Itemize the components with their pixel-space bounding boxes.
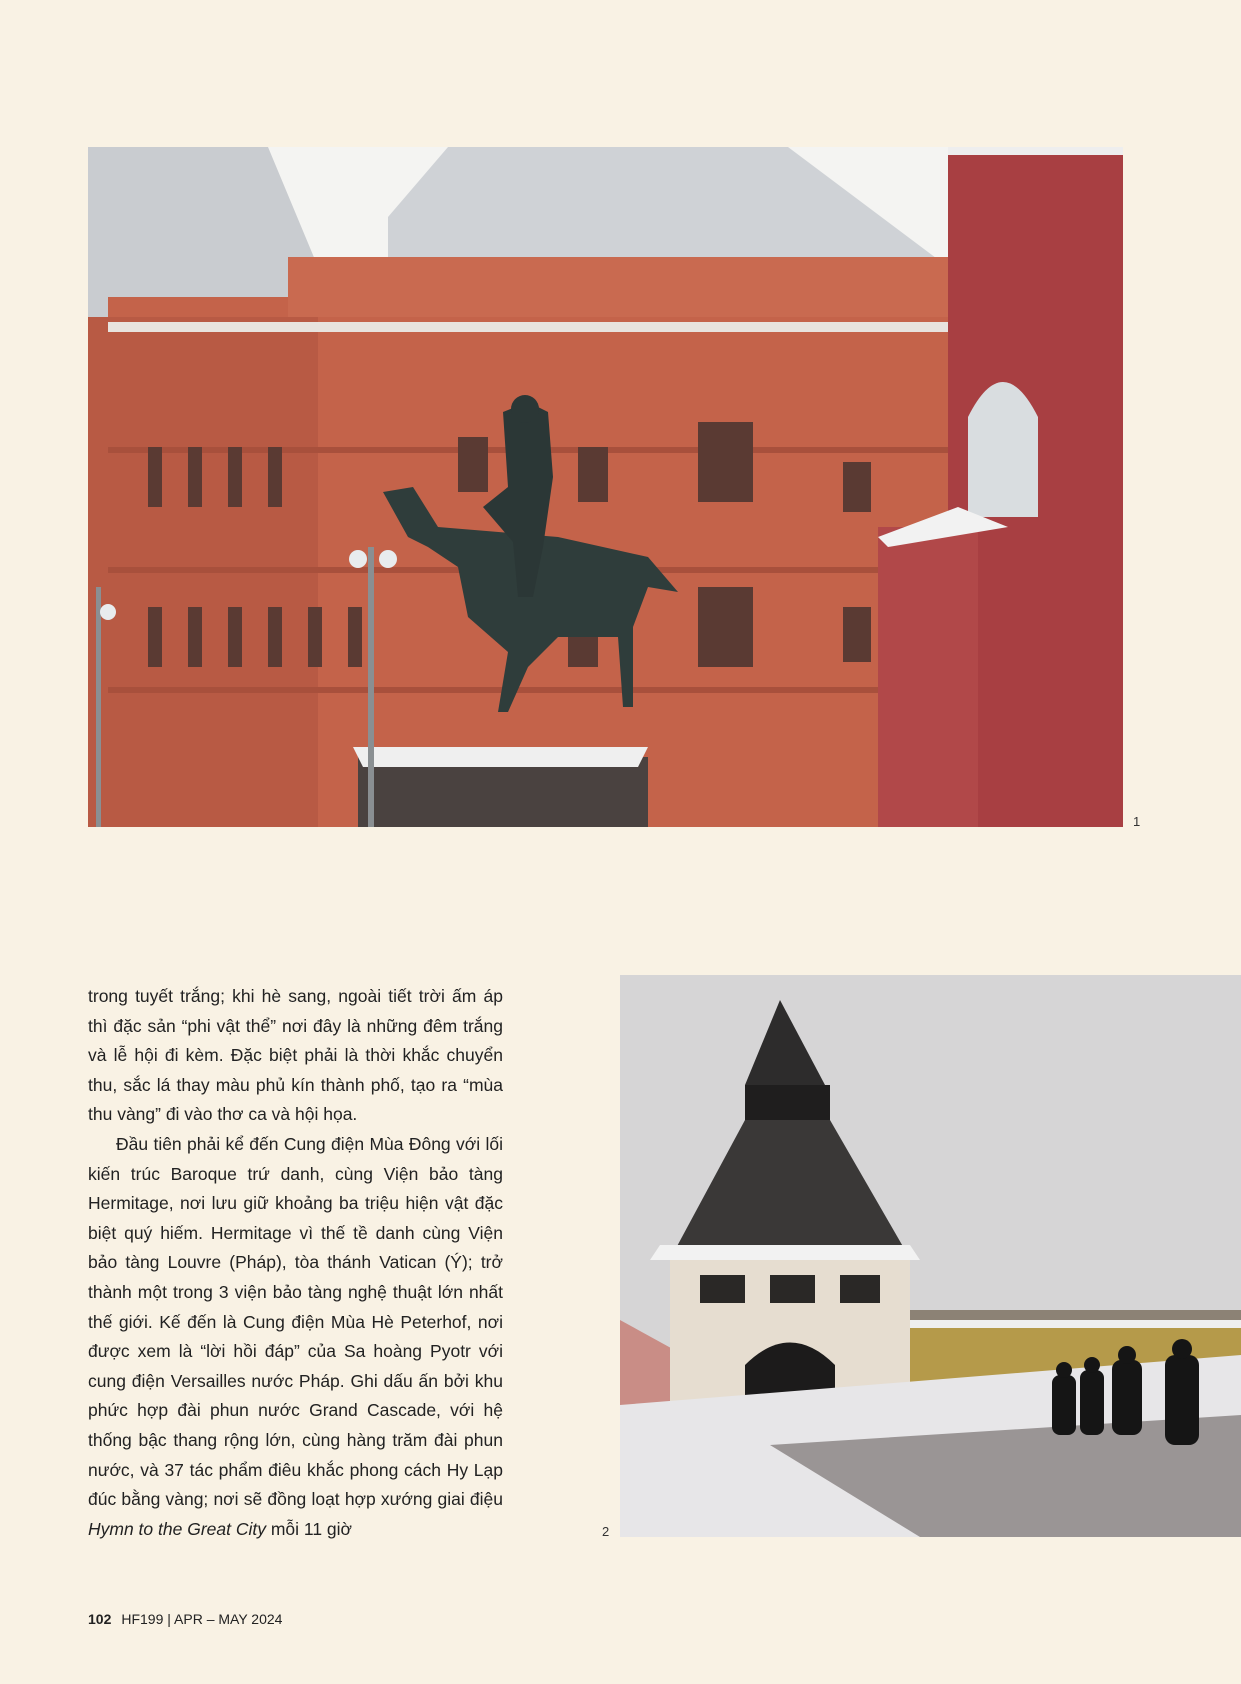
photo-1-number: 1 [1133,814,1141,829]
article-song-title: Hymn to the Great City [88,1518,266,1539]
issue-label: HF199 | APR – MAY 2024 [121,1611,283,1627]
photo-moscow-statue [88,147,1123,827]
article-paragraph-text: Đầu tiên phải kể đến Cung điện Mùa Đông với lối kiến trúc Baroque trứ danh, cùng Viện bảo tàng Hermitage, nơi lưu giữ khoảng ba triệu hiện vật đặc biệt quý hiếm. Hermitage vì thế tề danh cùng Viện bảo tàng Louvre (Pháp), tòa thánh Vatican (Ý); trở thành một trong 3 viện bảo tàng nghệ thuật lớn nhất thế giới. Kế đến là Cung điện Mùa Hè Peterhof, nơi được xem là “lời hồi đáp” của Sa hoàng Pyotr với cung điện Versailles nước Pháp. Ghi dấu ấn bởi khu phức hợp đài phun nước Grand Cascade, với hệ thống bậc thang rộng lớn, cùng hàng trăm đài phun nước, và 37 tác phẩm điêu khắc phong cách Hy Lạp đúc bằng vàng; nơi sẽ đồng loạt hợp xướng giai điệu [88,1133,503,1510]
article-paragraph: trong tuyết trắng; khi hè sang, ngoài tiết trời ấm áp thì đặc sản “phi vật thể” nơi đây là những đêm trắng và lễ hội đi kèm. Đặc biệt phải là thời khắc chuyển thu, sắc lá thay màu phủ kín thành phố, tạo ra “mùa thu vàng” đi vào thơ ca và hội họa. [88,986,503,1125]
photo-kremlin-tower-image [620,975,1241,1537]
page-number: 102 [88,1611,112,1627]
photo-2-number: 2 [602,1524,610,1539]
page-footer [88,1611,282,1627]
photo-moscow-statue-image [88,147,1123,827]
article-body [88,982,503,1544]
photo-kremlin-tower [620,975,1241,1537]
article-paragraph [88,1130,503,1544]
article-paragraph-text: mỗi 11 giờ [265,1518,353,1539]
